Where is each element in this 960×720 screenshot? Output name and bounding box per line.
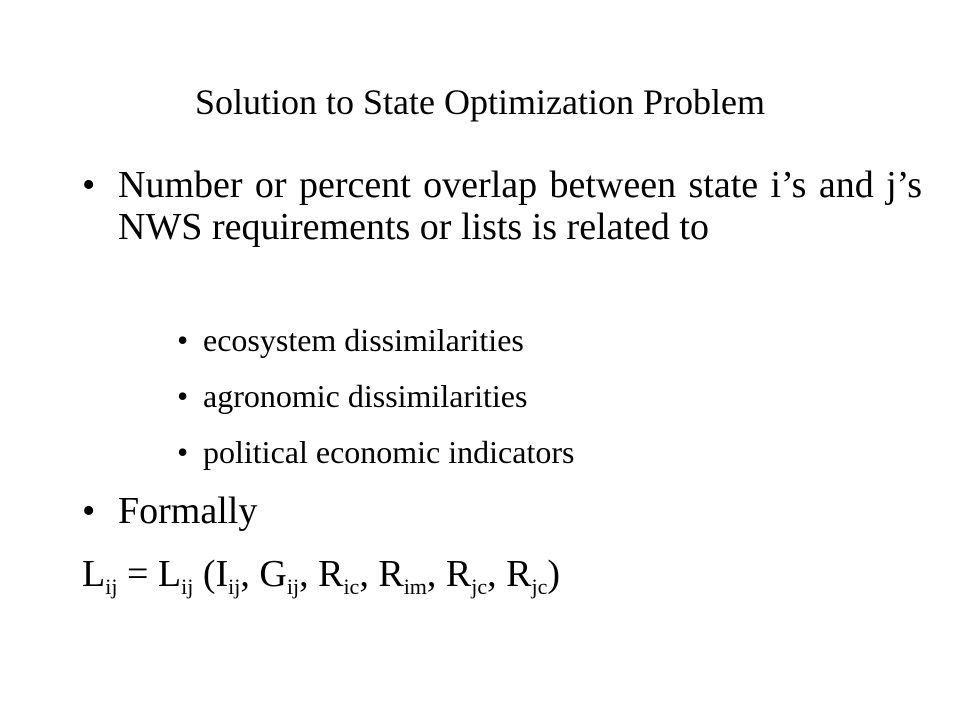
formula-function: $L_{ij}$ — [157, 553, 194, 599]
formula-arg: $R_{ic}$ — [318, 553, 360, 599]
formula-separator: , — [240, 553, 260, 595]
formula-close-paren: ) — [547, 553, 561, 595]
bullet-text: Formally — [118, 490, 258, 532]
formula-separator: , — [299, 553, 319, 595]
sub-bullet-item — [177, 376, 527, 416]
sub-bullet-marker: • — [177, 322, 189, 358]
bullet-text: Number or percent overlap between state i’s and j’s NWS requirements or lists is related to — [118, 164, 922, 248]
sub-bullet-text: political economic indicators — [203, 434, 575, 470]
sub-bullet-item — [177, 320, 524, 360]
sub-bullet-text: agronomic dissimilarities — [203, 378, 528, 414]
formula-separator: , — [359, 553, 379, 595]
formula-arg: $R_{jc}$ — [445, 553, 488, 599]
sub-bullet-marker: • — [177, 378, 189, 414]
sub-bullet-item — [177, 432, 574, 472]
slide-title: Solution to State Optimization Problem — [195, 82, 765, 122]
formula-lhs: $L_{ij}$ — [82, 553, 118, 599]
formula-arg: $R_{im}$ — [378, 553, 427, 599]
formula-arg: $R_{jc}$ — [506, 553, 548, 599]
sub-bullet-marker: • — [177, 434, 189, 470]
formula-equals: = — [117, 553, 158, 595]
formula-separator: , — [487, 553, 507, 595]
formula-arg: $I_{ij}$ — [215, 553, 241, 599]
bullet-marker: • — [82, 490, 96, 532]
formula-separator: , — [426, 553, 446, 595]
sub-bullet-text: ecosystem dissimilarities — [203, 322, 524, 358]
formula-arg: $G_{ij}$ — [259, 553, 300, 599]
bullet-item — [82, 164, 922, 248]
bullet-marker: • — [82, 164, 96, 206]
formula-open-paren: ( — [193, 553, 216, 595]
bullet-item — [82, 490, 922, 532]
formula — [82, 550, 560, 598]
